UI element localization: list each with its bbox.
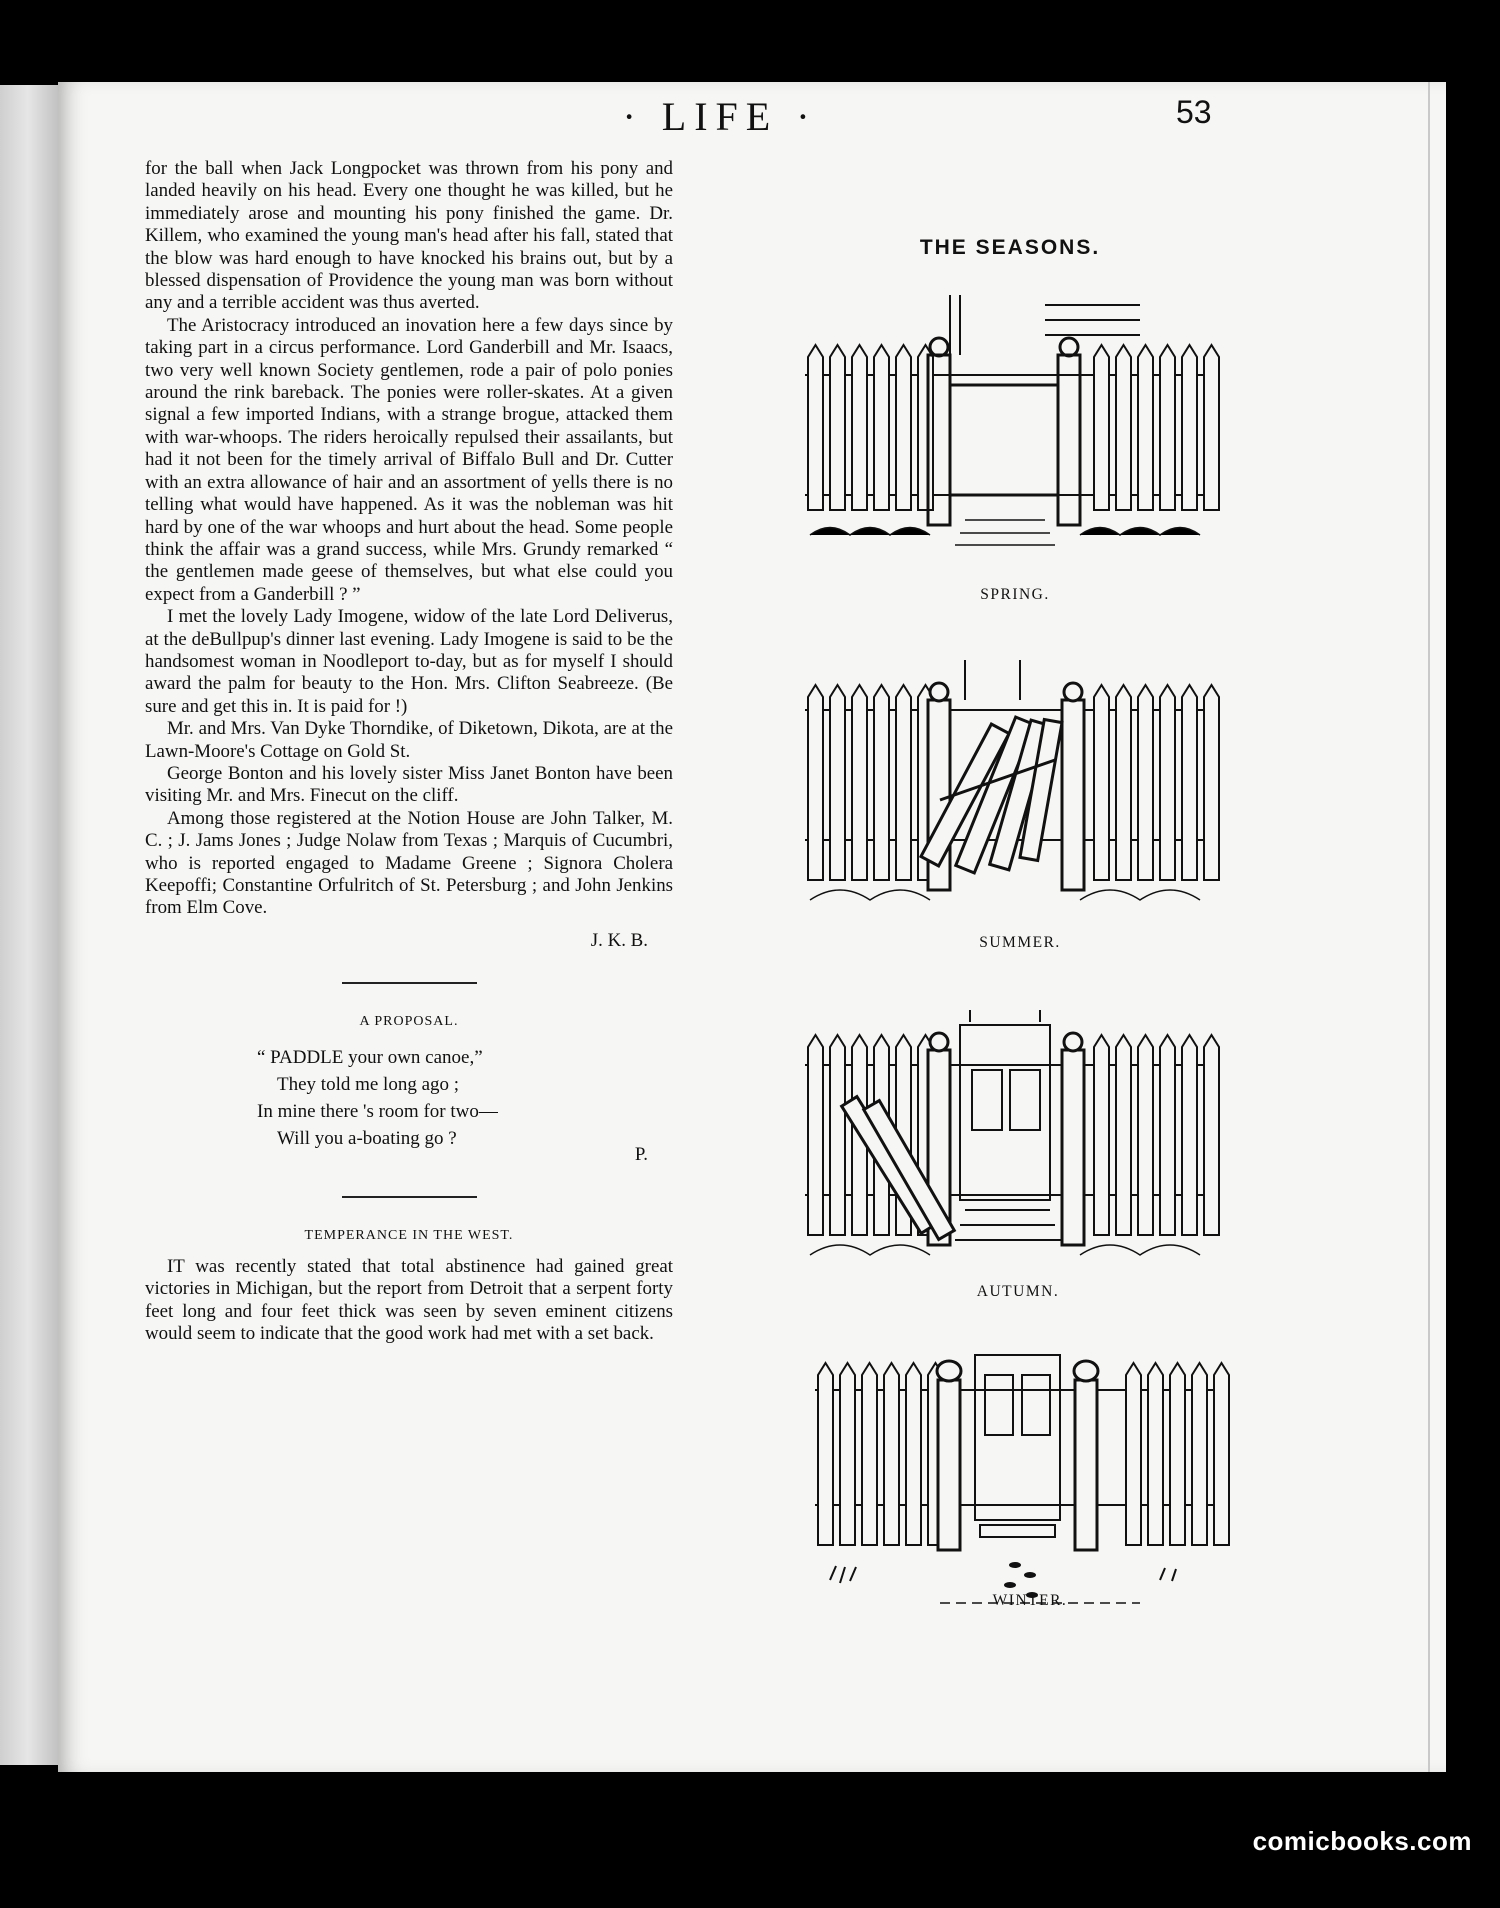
fence-picket	[874, 345, 889, 510]
caption-summer: SUMMER.	[979, 934, 1061, 951]
spring-fence-illustration	[800, 295, 1220, 555]
fence-picket	[1170, 1363, 1185, 1545]
fence-picket	[884, 1363, 899, 1545]
article-paragraph: IT was recently stated that total abstinence had gained great victories in Michigan, but the report from Detroit that a serpent forty feet long and four feet thick was seen by seven eminent citizens would seem to indicate that the good work had met with a set back.	[145, 1255, 673, 1345]
fence-picket	[830, 345, 845, 510]
caption-autumn: AUTUMN.	[976, 1283, 1060, 1300]
article-paragraph: Among those registered at the Notion House are John Talker, M. C. ; J. Jams Jones ; Judge Nolaw from Texas ; Marquis of Cucumbri, who is reported engaged to Madame Greene ; Signora Cholera Keepoffi; Constantine Orfulritch of St. Petersburg ; and John Jenkins from Elm Cove.	[145, 807, 673, 919]
section-divider	[342, 1196, 477, 1198]
fence-picket	[1182, 1035, 1197, 1235]
fence-picket	[852, 345, 867, 510]
fence-picket	[1182, 685, 1197, 880]
caption-spring: SPRING.	[980, 586, 1050, 603]
fence-picket	[1160, 345, 1175, 510]
temperance-title: TEMPERANCE IN THE WEST.	[304, 1227, 514, 1243]
fence-picket	[1214, 1363, 1229, 1545]
fence-picket	[1160, 685, 1175, 880]
article-paragraph: for the ball when Jack Longpocket was thrown from his pony and landed heavily on his head. Every one thought he was killed, but he immediately arose and mounting his pony finished the game. Dr. Killem, who examined the young man's head after his fall, stated that the blow was hard enough to have knocked his brains out, but by a blessed dispensation of Providence the young man was born without any and a terrible accident was thus averted.	[145, 158, 673, 314]
fence-picket	[1182, 345, 1197, 510]
article-paragraph: Mr. and Mrs. Van Dyke Thorndike, of Diketown, Dikota, are at the Lawn-Moore's Cottage on Gold St.	[145, 718, 673, 762]
autumn-fence-illustration	[800, 1010, 1220, 1270]
fence-picket	[874, 685, 889, 880]
fence-picket	[830, 1035, 845, 1235]
article-paragraph: The Aristocracy introduced an inovation here a few days since by taking part in a circus performance. Lord Ganderbill and Mr. Isaacs, two very well known Society gentlemen, rode a pair of polo ponies around the rink bareback. The ponies were roller-skates. At a given signal a few imported Indians, with a strange brogue, attacked them with war-whoops. The riders heroically repulsed their assailants, but had it not been for the timely arrival of Biffalo Bull and Dr. Cutter with an extra allowance of hair and an assortment of yells there is no telling what would have happened. As it was the nobleman was hit hard by one of the war whoops and hurt about the head. Some people think the affair was a grand success, while Mrs. Grundy remarked “ the gentlemen made geese of themselves, but what else could you expect from a Ganderbill ? ”	[145, 314, 673, 605]
fence-picket	[830, 685, 845, 880]
proposal-poem	[257, 1044, 673, 1152]
fence-picket	[1148, 1363, 1163, 1545]
fence-picket	[1126, 1363, 1141, 1545]
poem-line: In mine there 's room for two—	[257, 1100, 498, 1122]
seasons-title: THE SEASONS.	[919, 236, 1101, 259]
fence-picket	[1138, 685, 1153, 880]
fence-picket	[1094, 345, 1109, 510]
section-divider	[342, 982, 477, 984]
page-edge-line	[1428, 82, 1430, 1772]
fence-picket	[1116, 1035, 1131, 1235]
fence-picket	[1094, 685, 1109, 880]
fence-picket	[840, 1363, 855, 1545]
site-watermark: comicbooks.com	[1252, 1826, 1472, 1856]
masthead-title: · LIFE ·	[622, 94, 818, 139]
fence-picket	[808, 685, 823, 880]
fence-picket	[1138, 345, 1153, 510]
fence-picket	[1204, 1035, 1219, 1235]
article-paragraph: I met the lovely Lady Imogene, widow of the late Lord Deliverus, at the deBullpup's dinner last evening. Lady Imogene is said to be the handsomest woman in Noodleport to-day, but as for myself I should award the palm for beauty to the Hon. Mrs. Clifton Seabreeze. (Be sure and get this in. It is paid for !)	[145, 606, 673, 717]
fence-picket	[1204, 345, 1219, 510]
fence-picket	[852, 685, 867, 880]
fence-picket	[862, 1363, 877, 1545]
fence-picket	[896, 685, 911, 880]
fence-picket	[808, 1035, 823, 1235]
poem-line: They told me long ago ;	[277, 1073, 460, 1095]
fence-picket	[1192, 1363, 1207, 1545]
fence-picket	[918, 345, 933, 510]
temperance-article	[145, 1256, 673, 1346]
article-signature: J. K. B.	[590, 929, 648, 951]
fence-picket	[818, 1363, 833, 1545]
fence-picket	[1204, 685, 1219, 880]
summer-fence-illustration	[800, 660, 1220, 920]
winter-fence-illustration	[810, 1345, 1230, 1605]
fence-picket	[1116, 345, 1131, 510]
poem-line: “ PADDLE your own canoe,”	[257, 1046, 483, 1068]
fence-picket	[1116, 685, 1131, 880]
fence-picket	[1160, 1035, 1175, 1235]
fence-picket	[1094, 1035, 1109, 1235]
proposal-title: A PROPOSAL.	[359, 1013, 459, 1029]
fence-picket	[1138, 1035, 1153, 1235]
fence-picket	[896, 345, 911, 510]
poem-line: Will you a-boating go ?	[277, 1127, 457, 1149]
page-number: 53	[1176, 94, 1212, 130]
left-text-column	[145, 158, 673, 1345]
article-paragraph: George Bonton and his lovely sister Miss Janet Bonton have been visiting Mr. and Mrs. Finecut on the cliff.	[145, 762, 673, 807]
caption-winter: WINTER.	[992, 1592, 1068, 1609]
poem-signature: P.	[634, 1143, 648, 1165]
facing-page-edge	[0, 85, 62, 1765]
fence-picket	[906, 1363, 921, 1545]
fence-picket	[808, 345, 823, 510]
